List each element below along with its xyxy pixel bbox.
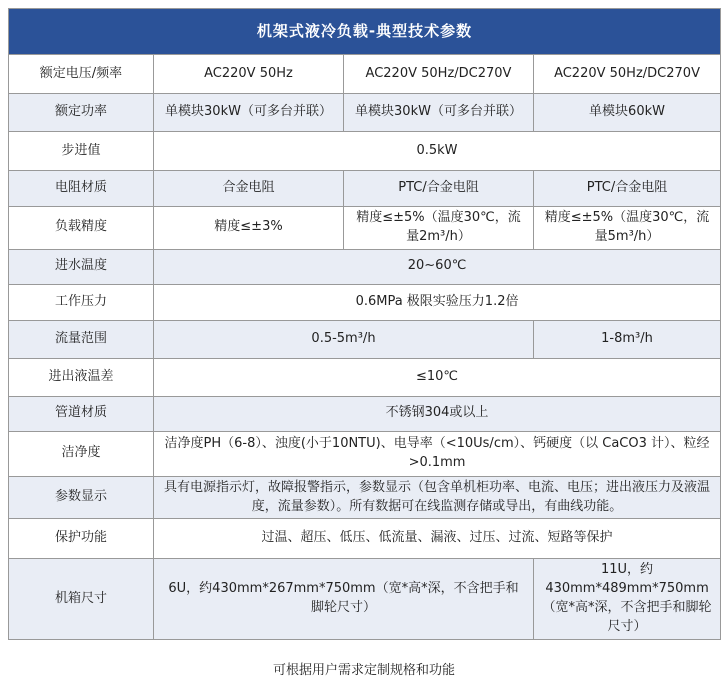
table-row [9, 559, 721, 639]
spec-table [8, 8, 721, 640]
spec-value-cell: 20~60℃ [154, 249, 721, 284]
spec-label-cell: 额定功率 [9, 94, 154, 132]
table-row [9, 284, 721, 320]
table-row [9, 132, 721, 171]
table-row [9, 476, 721, 519]
spec-value-cell: 过温、超压、低压、低流量、漏液、过压、过流、短路等保护 [154, 519, 721, 559]
spec-value-cell: 洁净度PH（6-8）、浊度(小于10NTU)、电导率（<10Us/cm）、钙硬度（以 CaCO3 计）、粒经>0.1mm [154, 431, 721, 476]
spec-value-cell: 合金电阻 [154, 171, 344, 207]
table-row [9, 431, 721, 476]
spec-value-cell: 0.6MPa 极限实验压力1.2倍 [154, 284, 721, 320]
table-row [9, 396, 721, 431]
table-row [9, 207, 721, 250]
spec-value-cell: 单模块30kW（可多台并联） [344, 94, 534, 132]
spec-label-cell: 步进值 [9, 132, 154, 171]
spec-value-cell: 单模块30kW（可多台并联） [154, 94, 344, 132]
table-row [9, 94, 721, 132]
spec-value-cell: 0.5kW [154, 132, 721, 171]
spec-label-cell: 负载精度 [9, 207, 154, 250]
spec-value-cell: 具有电源指示灯，故障报警指示，参数显示（包含单机柜功率、电流、电压；进出液压力及液温度，流量参数）。所有数据可在线监测存储或导出，有曲线功能。 [154, 476, 721, 519]
spec-label-cell: 进出液温差 [9, 358, 154, 396]
spec-label-cell: 管道材质 [9, 396, 154, 431]
spec-label-cell: 电阻材质 [9, 171, 154, 207]
spec-value-cell: 不锈钢304或以上 [154, 396, 721, 431]
table-title: 机架式液冷负载-典型技术参数 [9, 9, 721, 55]
spec-value-cell: 1-8m³/h [534, 320, 721, 358]
spec-label-cell: 保护功能 [9, 519, 154, 559]
spec-value-cell: 0.5-5m³/h [154, 320, 534, 358]
table-row [9, 320, 721, 358]
spec-value-cell: PTC/合金电阻 [534, 171, 721, 207]
table-row [9, 249, 721, 284]
spec-value-cell: 精度≤±5%（温度30℃，流量5m³/h） [534, 207, 721, 250]
spec-value-cell: 精度≤±3% [154, 207, 344, 250]
footer-note: 可根据用户需求定制规格和功能 [272, 662, 455, 678]
spec-value-cell: ≤10℃ [154, 358, 721, 396]
spec-label-cell: 机箱尺寸 [9, 559, 154, 639]
spec-label-cell: 参数显示 [9, 476, 154, 519]
table-header-row [9, 9, 721, 55]
spec-value-cell: 精度≤±5%（温度30℃，流量2m³/h） [344, 207, 534, 250]
spec-label-cell: 洁净度 [9, 431, 154, 476]
spec-label-cell: 进水温度 [9, 249, 154, 284]
spec-label-cell: 额定电压/频率 [9, 55, 154, 94]
spec-value-cell: 11U，约430mm*489mm*750mm（宽*高*深，不含把手和脚轮尺寸） [534, 559, 721, 639]
spec-value-cell: PTC/合金电阻 [344, 171, 534, 207]
spec-value-cell: AC220V 50Hz [154, 55, 344, 94]
table-row [9, 519, 721, 559]
spec-value-cell: 单模块60kW [534, 94, 721, 132]
spec-value-cell: 6U，约430mm*267mm*750mm（宽*高*深，不含把手和脚轮尺寸） [154, 559, 534, 639]
spec-value-cell: AC220V 50Hz/DC270V [344, 55, 534, 94]
table-row [9, 171, 721, 207]
spec-value-cell: AC220V 50Hz/DC270V [534, 55, 721, 94]
spec-label-cell: 流量范围 [9, 320, 154, 358]
table-body [9, 55, 721, 640]
table-row [9, 55, 721, 94]
table-row [9, 358, 721, 396]
spec-label-cell: 工作压力 [9, 284, 154, 320]
